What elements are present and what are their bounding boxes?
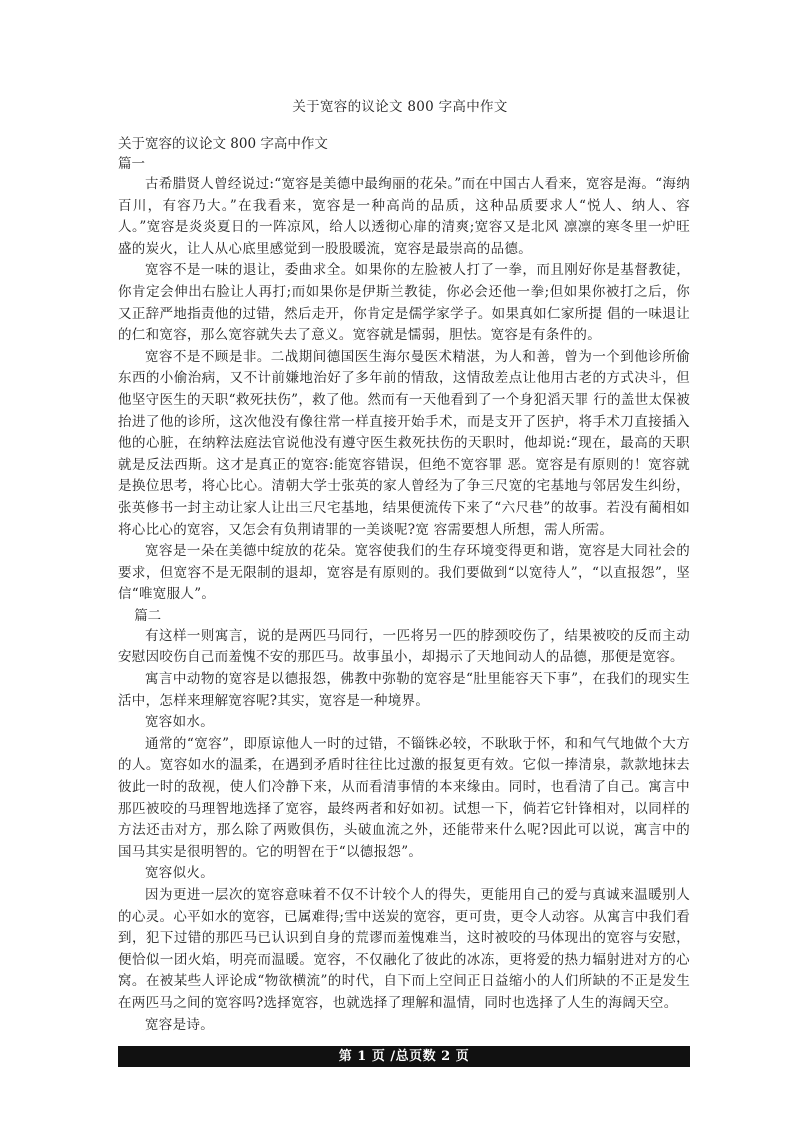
paragraph: 因为更进一层次的宽容意味着不仅不计较个人的得失，更能用自己的爱与真诚来温暖别人的心灵。心平如水的宽容，已属难得;雪中送炭的宽容，更可贵，更令人动容。从寓言中我们看到，犯下过错的那匹马已认识到自身的荒谬而羞愧难当，这时被咬的马体现出的宽容与安慰，便恰似一团火焰，明亮而温暖。宽容，不仅融化了彼此的冰冻，更将爱的热力辐射进对方的心窝。在被某些人评论成“物欲横流”的时代，自下而上空间正日益缩小的人们所缺的不正是发生在两匹马之间的宽容吗?选择宽容，也就选择了理解和温情，同时也选择了人生的海阔天空。 — [118, 887, 690, 1011]
paragraph: 宽容是诗。 — [145, 1016, 214, 1033]
paragraph: 古希腊贤人曾经说过:“宽容是美德中最绚丽的花朵。”而在中国古人看来，宽容是海。“海纳百川，有容乃大。”在我看来，宽容是一种高尚的品质，这种品质要求人“悦人、纳人、容人。”宽容是炎炎夏日的一阵凉风，给人以透彻心扉的清爽;宽容又是北风 凛凛的寒冬里一炉旺盛的炭火，让人从心底里感觉到一股股暖流，宽容是最崇高的品德。 — [118, 176, 690, 257]
section-label-1: 篇一 — [118, 156, 145, 172]
paragraph: 宽容不是不顾是非。二战期间德国医生海尔曼医术精湛，为人和善，曾为一个到他诊所偷东西的小偷治病，又不计前嫌地治好了多年前的情敌，这情敌差点让他用古老的方式决斗，但他坚守医生的天职“救死扶伤”，救了他。然而有一天他看到了一个身犯滔天罪 行的盖世太保被抬进了他的诊所，这次他没有像往常一样直接开始手术，而是支开了医护，将手术刀直接插入他的心脏，在纳粹法庭法官说他没有遵守医生救死扶伤的天职时，他却说:“现在，最高的天职就是反法西斯。这才是真正的宽容:能宽容错误，但绝不宽容罪 恶。宽容是有原则的！宽容就是换位思考，将心比心。清朝大学士张英的家人曾经为了争三尺宽的宅基地与邻居发生纠纷，张英修书一封主动让家人让出三尺宅基地，结果便流传下来了“六尺巷”的故事。若没有蔺相如将心比心的宽容，又怎会有负荆请罪的一美谈呢?宽 容需要想人所想，需人所需。 — [118, 348, 690, 538]
paragraph: 宽容如水。 — [145, 714, 214, 731]
page-footer: 第 1 页 /总页数 2 页 — [118, 1046, 690, 1067]
paragraph: 寓言中动物的宽容是以德报怨，佛教中弥勒的宽容是“肚里能容天下事”，在我们的现实生活中，怎样来理解宽容呢?其实，宽容是一种境界。 — [118, 671, 690, 709]
section-label-2: 篇二 — [134, 607, 162, 624]
paragraph: 宽容不是一味的退让，委曲求全。如果你的左脸被人打了一拳，而且刚好你是基督教徒，你肯定会伸出右脸让人再打;而如果你是伊斯兰教徒，你必会还他一拳;但如果你被打之后，你又正辞严地指责他的过错，然后走开，你肯定是儒学家学子。如果真如仁家所提 倡的一味退让的仁和宽容，那么宽容就失去了意义。宽容就是懦弱，胆怯。宽容是有条件的。 — [118, 262, 690, 344]
paragraph: 宽容似火。 — [145, 865, 214, 882]
paragraph: 有这样一则寓言，说的是两匹马同行，一匹将另一匹的脖颈咬伤了，结果被咬的反而主动安慰因咬伤自己而羞愧不安的那匹马。故事虽小，却揭示了天地间动人的品德，那便是宽容。 — [118, 627, 690, 666]
document-body — [118, 134, 690, 1036]
page-title: 关于宽容的议论文 800 字高中作文 — [292, 99, 508, 115]
document-heading: 关于宽容的议论文 800 字高中作文 — [118, 136, 328, 152]
paragraph: 宽容是一朵在美德中绽放的花朵。宽容使我们的生存环境变得更和谐，宽容是大同社会的要求，但宽容不是无限制的退却，宽容是有原则的。我们要做到“以宽待人”，“以直报怨”，坚信“唯宽服人”。 — [118, 543, 690, 603]
paragraph: 通常的“宽容”，即原谅他人一时的过错，不锱铢必较，不耿耿于怀，和和气气地做个大方的人。宽容如水的温柔，在遇到矛盾时往往比过激的报复更有效。它似一捧清泉，款款地抹去彼此一时的敌视，使人们冷静下来，从而看清事情的本来缘由。同时，也看清了自己。寓言中那匹被咬的马理智地选择了宽容，最终两者和好如初。试想一下，倘若它针锋相对，以同样的方法还击对方，那么除了两败俱伤，头破血流之外，还能带来什么呢?因此可以说，寓言中的国马其实是很明智的。它的明智在于“以德报怨”。 — [118, 735, 690, 860]
